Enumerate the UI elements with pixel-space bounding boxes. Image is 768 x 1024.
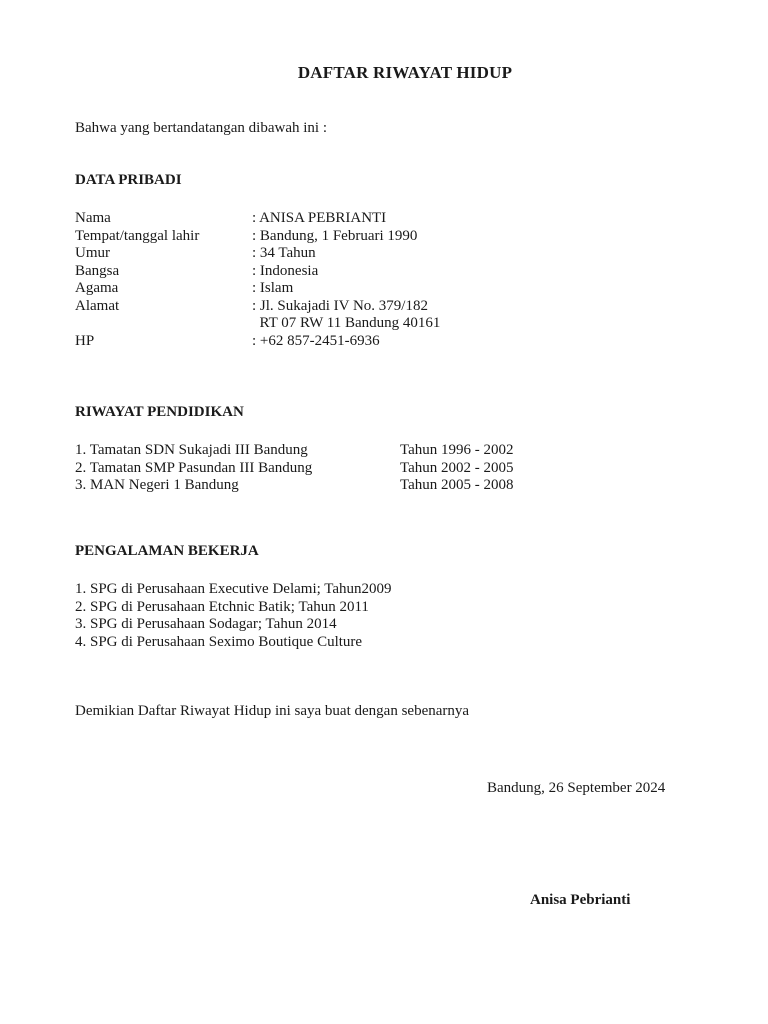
education-school: 1. Tamatan SDN Sukajadi III Bandung [75,442,308,458]
education-years: Tahun 2002 - 2005 [400,459,514,476]
list-item: 4. SPG di Perusahaan Seximo Boutique Culture [75,633,363,650]
personal-data-row [75,228,440,246]
field-label: HP [75,332,95,349]
field-value: : Islam [252,280,294,296]
field-value: : Indonesia [252,262,319,279]
list-item [75,442,514,460]
place-date: Bandung, 26 September 2024 [487,780,666,796]
field-value: : Bandung, 1 Februari 1990 [252,227,418,244]
list-item [75,477,514,495]
personal-data-row [75,210,440,228]
intro-text: Bahwa yang bertandatangan dibawah ini : [75,120,327,136]
personal-data-row [75,298,440,316]
closing-statement: Demikian Daftar Riwayat Hidup ini saya buat dengan sebenarnya [75,703,470,719]
education-years: Tahun 2005 - 2008 [400,477,514,493]
personal-data-row [75,245,440,263]
education-school: 2. Tamatan SMP Pasundan III Bandung [75,459,313,476]
field-label [75,315,252,333]
field-value: : +62 857-2451-6936 [252,332,380,349]
personal-data-row [75,315,440,333]
education-school: 3. MAN Negeri 1 Bandung [75,477,239,493]
field-label: Agama [75,280,119,296]
personal-data-list [75,210,440,350]
personal-data-row [75,333,440,351]
field-value: : 34 Tahun [252,245,316,261]
section-heading-pengalaman-bekerja: PENGALAMAN BEKERJA [75,543,259,559]
section-heading-riwayat-pendidikan: RIWAYAT PENDIDIKAN [75,404,244,420]
list-item: 1. SPG di Perusahaan Executive Delami; Tahun2009 [75,581,392,597]
document-title: DAFTAR RIWAYAT HIDUP [297,63,513,82]
field-value: : Jl. Sukajadi IV No. 379/182 [252,297,428,314]
field-label: Nama [75,210,111,226]
list-item: 2. SPG di Perusahaan Etchnic Batik; Tahun 2011 [75,598,369,615]
field-label: Umur [75,245,110,261]
field-label: Bangsa [75,262,120,279]
field-label: Tempat/tanggal lahir [75,227,200,244]
personal-data-row [75,263,440,281]
work-experience-list [75,581,392,651]
signer-name: Anisa Pebrianti [530,892,631,908]
field-label: Alamat [75,297,120,314]
field-value: : ANISA PEBRIANTI [252,210,387,226]
education-years: Tahun 1996 - 2002 [400,442,514,458]
list-item: 3. SPG di Perusahaan Sodagar; Tahun 2014 [75,616,337,632]
education-list [75,442,514,495]
list-item [75,460,514,478]
personal-data-row [75,280,440,298]
section-heading-data-pribadi: DATA PRIBADI [75,172,182,188]
field-value: RT 07 RW 11 Bandung 40161 [252,315,441,331]
